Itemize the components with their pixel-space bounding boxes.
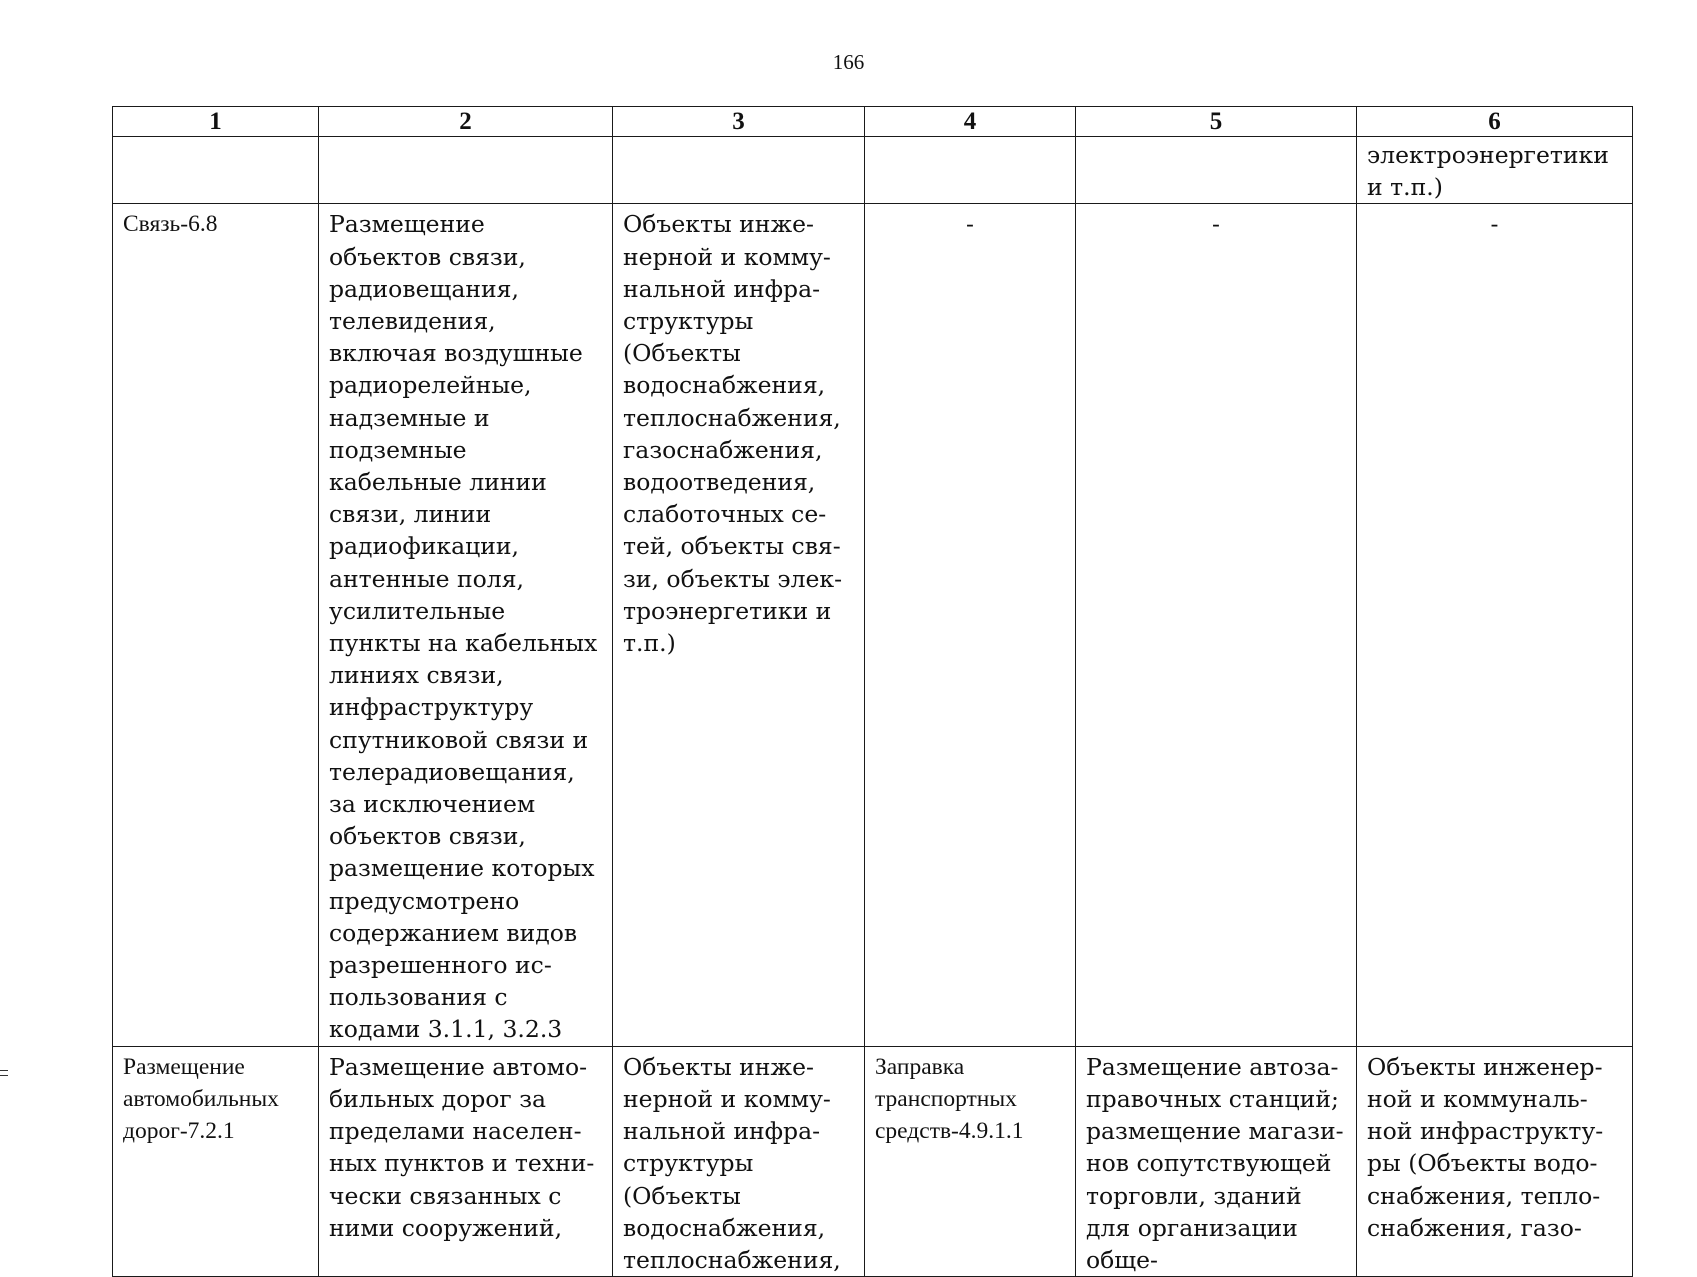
table-cell-objects: Объекты инженерной и коммунальной инфраструктуры (Объекты водоснабжения, теплоснабжения, [613, 1046, 865, 1276]
header-col-2: 2 [319, 107, 613, 137]
table-cell-dash: - [1076, 204, 1357, 1046]
table-cell [319, 137, 613, 204]
header-col-5: 5 [1076, 107, 1357, 137]
page-number: 166 [832, 50, 865, 74]
header-col-6: 6 [1357, 107, 1633, 137]
table-cell-conditional-description: Размещение автозаправочных станций; размещение магазинов сопутствующей торговли, зданий для организации обще- [1076, 1046, 1357, 1276]
table-cell [1076, 137, 1357, 204]
header-row [113, 107, 1633, 137]
table-cell [113, 137, 319, 204]
table-cell-description: Размещение автомобильных дорог за пределами населенных пунктов и технически связанных с ними сооружений, [319, 1046, 613, 1276]
header-col-4: 4 [865, 107, 1076, 137]
table-row-roads [113, 1046, 1633, 1276]
edge-mark [0, 1070, 8, 1076]
header-col-1: 1 [113, 107, 319, 137]
table-cell [865, 137, 1076, 204]
table-cell [613, 137, 865, 204]
header-col-3: 3 [613, 107, 865, 137]
table-cell-continuation-text: электроэнергетики и т.п.) [1357, 137, 1633, 204]
table-cell-conditional-use: Заправка транспортных средств-4.9.1.1 [865, 1046, 1076, 1276]
table-cell-use-code: Связь-6.8 [113, 204, 319, 1046]
table-cell-use-code: Размещение автомобильных дорог-7.2.1 [113, 1046, 319, 1276]
table-cell-description: Размещение объектов связи, радиовещания, телевидения, включая воздушные радиорелейные, надземные и подземные кабельные линии связи, линии радиофикации, антенные поля, усилительные пункты на кабельных линиях связи, инфраструктуру спутниковой связи и телерадиовещания, за исключением объектов связи, размещение которых предусмотрено содержанием видов разрешенного использования с кодами 3.1.1, 3.2.3 [319, 204, 613, 1046]
table-cell-dash: - [1357, 204, 1633, 1046]
table-row-continuation [113, 137, 1633, 204]
table-row-svyaz [113, 204, 1633, 1046]
zoning-table [112, 106, 1633, 1277]
table-cell-dash: - [865, 204, 1076, 1046]
table-cell-objects: Объекты инженерной и коммунальной инфраструктуры (Объекты водоснабжения, теплоснабжения, газоснабжения, водоотведения, слаботочных сетей, объекты связи, объекты электроэнергетики и т.п.) [613, 204, 865, 1046]
table-cell-objects: Объекты инженерной и коммунальной инфраструктуры (Объекты водоснабжения, теплоснабжения, газо- [1357, 1046, 1633, 1276]
